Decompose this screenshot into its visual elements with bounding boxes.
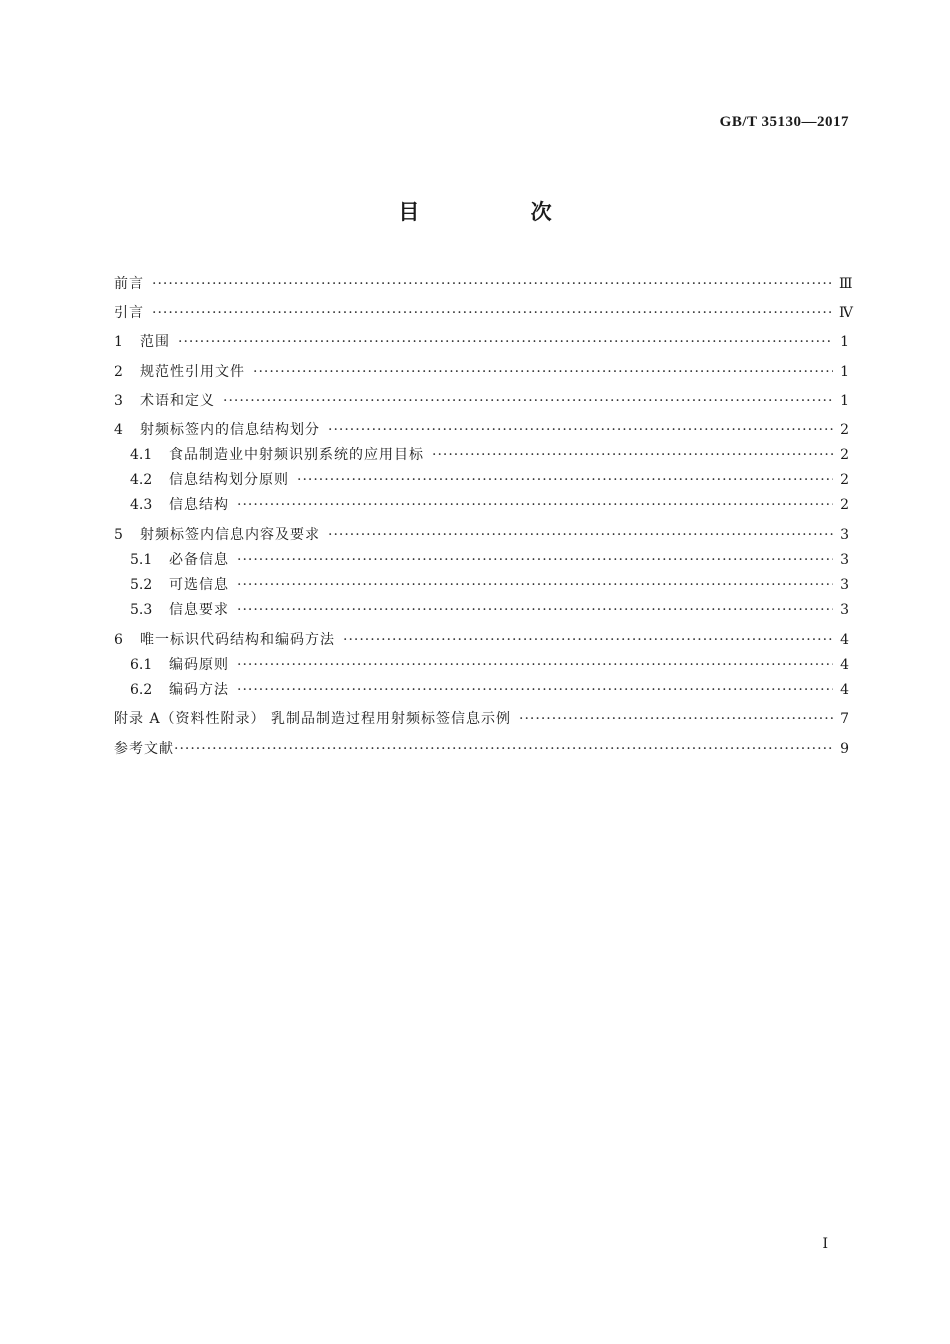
toc-entry-page: 4 (840, 682, 849, 698)
toc-entry-number: 6.2 (130, 682, 153, 698)
toc-entry-4-2[interactable] (130, 469, 849, 491)
dot-leader (328, 419, 833, 441)
toc-entry-label: 参考文献 (114, 741, 174, 757)
toc-entry-page: 9 (840, 741, 849, 757)
dot-leader (223, 390, 833, 412)
dot-leader (237, 574, 833, 596)
standard-number: GB/T 35130—2017 (719, 114, 849, 130)
toc-entry-page: 1 (840, 334, 849, 350)
toc-entry-number: 5 (114, 527, 123, 543)
toc-entry-4[interactable] (114, 419, 849, 441)
toc-entry-6[interactable] (114, 629, 849, 651)
dot-leader (152, 302, 833, 324)
toc-entry-number: 6 (114, 632, 123, 648)
toc-entry-5[interactable] (114, 524, 849, 546)
toc-entry-label: 信息结构 (169, 497, 229, 513)
toc-entry-page: Ⅲ (839, 276, 853, 292)
toc-entry-introduction[interactable] (114, 302, 853, 324)
toc-entry-number: 1 (114, 334, 123, 350)
dot-leader (432, 444, 833, 466)
toc-entry-number: 4.3 (130, 497, 153, 513)
toc-entry-5-2[interactable] (130, 574, 849, 596)
toc-entry-label: 范围 (140, 334, 170, 350)
toc-entry-label: 唯一标识代码结构和编码方法 (140, 632, 335, 648)
toc-entry-page: 7 (840, 711, 849, 727)
toc-entry-label: 编码原则 (169, 657, 229, 673)
toc-entry-page: 2 (840, 447, 849, 463)
toc-entry-label: 引言 (114, 305, 144, 321)
toc-entry-page: 2 (840, 497, 849, 513)
toc-entry-appendix-a[interactable] (114, 708, 849, 730)
dot-leader (237, 599, 833, 621)
toc-entry-number: 5.2 (130, 577, 153, 593)
dot-leader (253, 361, 833, 383)
page-title: 目 次 (398, 200, 604, 224)
toc-entry-page: 3 (840, 527, 849, 543)
toc-entry-label: 信息要求 (169, 602, 229, 618)
toc-entry-6-2[interactable] (130, 679, 849, 701)
toc-entry-page: 1 (840, 393, 849, 409)
dot-leader (237, 654, 833, 676)
toc-entry-page: 2 (840, 422, 849, 438)
toc-entry-number: 4 (114, 422, 123, 438)
toc-entry-number: 2 (114, 364, 123, 380)
toc-entry-label: 信息结构划分原则 (169, 472, 289, 488)
toc-entry-4-3[interactable] (130, 494, 849, 516)
dot-leader (328, 524, 833, 546)
toc-entry-page: 4 (840, 657, 849, 673)
dot-leader (174, 738, 833, 760)
toc-entry-label: 食品制造业中射频识别系统的应用目标 (169, 447, 424, 463)
toc-entry-5-3[interactable] (130, 599, 849, 621)
toc-entry-number: 5.3 (130, 602, 153, 618)
toc-entry-3[interactable] (114, 390, 849, 412)
toc-entry-page: 4 (840, 632, 849, 648)
toc-entry-page: Ⅳ (839, 305, 853, 321)
dot-leader (178, 331, 833, 353)
toc-entry-4-1[interactable] (130, 444, 849, 466)
toc-entry-label: 规范性引用文件 (140, 364, 245, 380)
dot-leader (343, 629, 833, 651)
toc-entry-number: 5.1 (130, 552, 153, 568)
dot-leader (237, 679, 833, 701)
toc-entry-label: 编码方法 (169, 682, 229, 698)
toc-entry-label: 术语和定义 (140, 393, 215, 409)
toc-entry-2[interactable] (114, 361, 849, 383)
toc-entry-number: 3 (114, 393, 123, 409)
toc-entry-6-1[interactable] (130, 654, 849, 676)
toc-entry-number: 6.1 (130, 657, 153, 673)
toc-entry-label: 附录 A（资料性附录） 乳制品制造过程用射频标签信息示例 (114, 711, 512, 727)
toc-entry-label: 前言 (114, 276, 144, 292)
dot-leader (237, 549, 833, 571)
toc-entry-foreword[interactable] (114, 273, 853, 295)
dot-leader (297, 469, 833, 491)
toc-entry-1[interactable] (114, 331, 849, 353)
dot-leader (519, 708, 833, 730)
toc-entry-number: 4.2 (130, 472, 153, 488)
toc-entry-label: 必备信息 (169, 552, 229, 568)
toc-entry-label: 可选信息 (169, 577, 229, 593)
toc-entry-page: 3 (840, 552, 849, 568)
toc-entry-label: 射频标签内信息内容及要求 (140, 527, 320, 543)
toc-entry-5-1[interactable] (130, 549, 849, 571)
toc-entry-page: 3 (840, 602, 849, 618)
dot-leader (237, 494, 833, 516)
toc-entry-references[interactable] (114, 738, 849, 760)
toc-entry-page: 1 (840, 364, 849, 380)
toc-entry-label: 射频标签内的信息结构划分 (140, 422, 320, 438)
toc-entry-page: 3 (840, 577, 849, 593)
page-number: Ⅰ (822, 1237, 828, 1252)
toc-entry-number: 4.1 (130, 447, 153, 463)
toc-entry-page: 2 (840, 472, 849, 488)
dot-leader (152, 273, 833, 295)
